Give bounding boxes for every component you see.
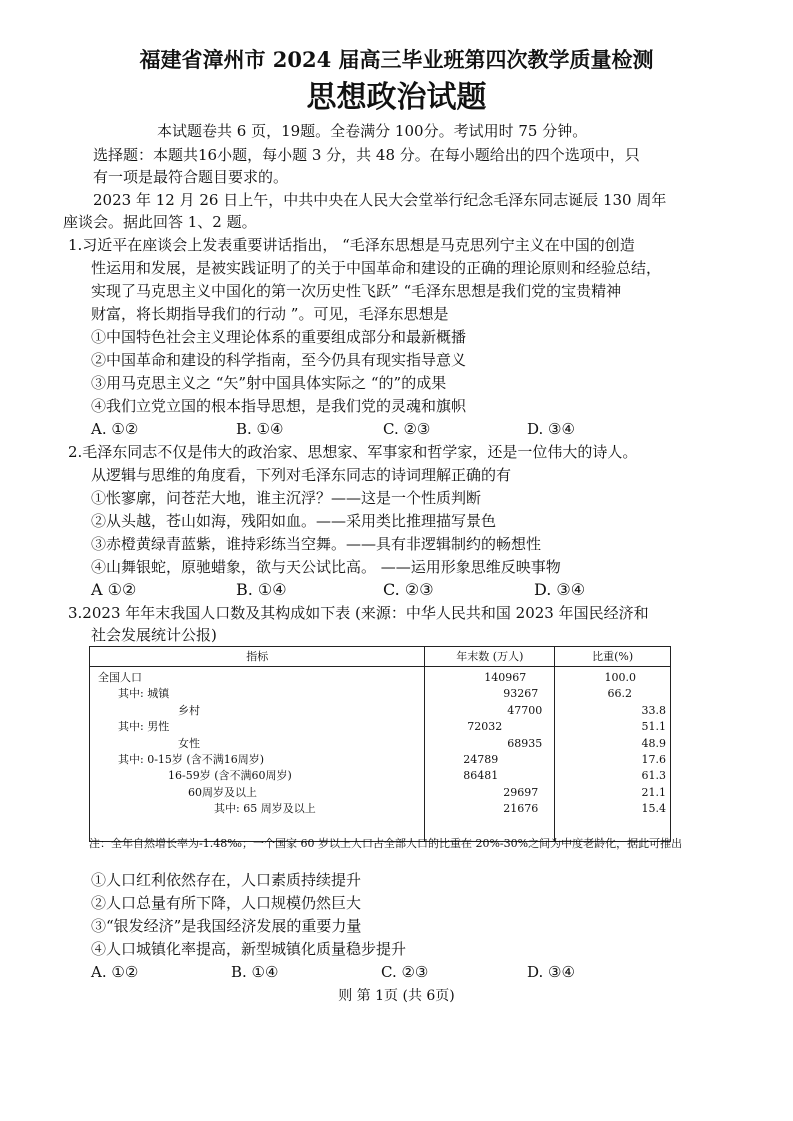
q3-option-c: C. ②③ — [381, 963, 429, 981]
q3-option-d: D. ③④ — [527, 963, 575, 981]
table-row-label: 其中: 0-15岁 (含不满16周岁) — [118, 752, 264, 766]
subject-title: 思想政治试题 — [306, 80, 487, 115]
table-row-pct: 51.1 — [641, 720, 666, 734]
table-note: 注：全年自然增长率为-1.48‰；一个国家 60 岁以上人口占全部人口的比重在 20%-30%之间为中度老龄化，据此可推出 — [89, 837, 683, 850]
q1-option-b: B. ①④ — [236, 420, 284, 438]
table-row-label: 60周岁及以上 — [188, 785, 257, 799]
exam-title: 福建省漳州市 2024 届高三毕业班第四次教学质量检测 — [139, 47, 654, 72]
q1-option-d: D. ③④ — [527, 420, 575, 438]
q1-item: ②中国革命和建设的科学指南，至今仍具有现实指导意义 — [91, 351, 467, 369]
table-row-count: 29697 — [503, 785, 539, 799]
intro-line: 2023 年 12 月 26 日上午，中共中央在人民大会堂举行纪念毛泽东同志诞辰 130 周年 — [93, 191, 667, 209]
population-table — [89, 646, 671, 842]
q3-item: ①人口红利依然存在，人口素质持续提升 — [91, 871, 362, 889]
table-row-pct: 61.3 — [641, 769, 666, 783]
q3-item: ④人口城镇化率提高，新型城镇化质量稳步提升 — [91, 940, 407, 958]
q2-item: ④山舞银蛇，原驰蜡象，欲与天公试比高。 ——运用形象思维反映事物 — [91, 558, 561, 576]
q1-stem-line: 实现了马克思主义中国化的第一次历史性飞跃” “毛泽东思想是我们党的宝贵精神 — [91, 282, 622, 300]
table-row-count: 68935 — [507, 736, 543, 750]
q2-stem-line: 2.毛泽东同志不仅是伟大的政治家、思想家、军事家和哲学家，还是一位伟大的诗人。 — [68, 443, 638, 461]
intro-line: 本试题卷共 6 页，19题。全卷满分 100分。考试用时 75 分钟。 — [157, 122, 588, 140]
percent-column — [555, 667, 671, 842]
table-row-pct: 21.1 — [641, 785, 666, 799]
table-header-row — [90, 647, 671, 667]
intro-line: 有一项是最符合题目要求的。 — [93, 168, 289, 186]
q2-stem-line: 从逻辑与思维的角度看，下列对毛泽东同志的诗词理解正确的有 — [91, 466, 512, 484]
q3-option-a: A. ①② — [91, 963, 139, 981]
q1-item: ④我们立党立国的根本指导思想，是我们党的灵魂和旗帜 — [91, 397, 467, 415]
table-row-count: 93267 — [503, 687, 539, 701]
table-row-pct: 100.0 — [604, 671, 636, 684]
page-footer: 则 第 1页 (共 6页) — [338, 988, 455, 1004]
q3-option-b: B. ①④ — [231, 963, 279, 981]
table-row-count: 72032 — [467, 720, 503, 734]
q1-item: ①中国特色社会主义理论体系的重要组成部分和最新概播 — [91, 328, 467, 346]
table-row-label: 女性 — [178, 736, 200, 750]
q1-option-c: C. ②③ — [383, 420, 431, 438]
table-row-label: 全国人口 — [98, 671, 142, 684]
table-row-pct: 33.8 — [641, 703, 666, 717]
q3-item: ③“银发经济”是我国经济发展的重要力量 — [91, 917, 362, 935]
q3-stem-line: 社会发展统计公报) — [91, 626, 217, 644]
q1-stem-line: 性运用和发展，是被实践证明了的关于中国革命和建设的正确的理论原则和经验总结， — [91, 259, 662, 277]
q2-option-d: D. ③④ — [534, 580, 586, 599]
table-row-pct: 17.6 — [641, 752, 666, 766]
count-column — [425, 667, 555, 842]
q2-item: ③赤橙黄绿青蓝紫，谁持彩练当空舞。——具有非逻辑制约的畅想性 — [91, 535, 542, 553]
q2-option-b: B. ①④ — [236, 580, 287, 599]
table-row-pct: 48.9 — [641, 736, 666, 750]
q1-stem-line: 1.习近平在座谈会上发表重要讲话指出， “毛泽东思想是马克思列宁主义在中国的创造 — [68, 236, 635, 254]
indicator-column — [90, 667, 425, 842]
table-header-cell: 年末数 (万人) — [425, 647, 555, 667]
table-row-label: 其中: 城镇 — [118, 687, 170, 701]
table-row-count: 140967 — [484, 671, 527, 684]
q2-item: ②从头越，苍山如海，残阳如血。——采用类比推理描写景色 — [91, 512, 497, 530]
q1-stem-line: 财富，将长期指导我们的行动 ”。可见，毛泽东思想是 — [91, 305, 449, 323]
table-row-count: 86481 — [463, 769, 499, 783]
table-row-label: 乡村 — [178, 703, 200, 717]
table-body-row — [90, 667, 671, 842]
q1-option-a: A. ①② — [91, 420, 139, 438]
q3-stem-line: 3.2023 年年末我国人口数及其构成如下表 (来源：中华人民共和国 2023 年国民经济和 — [68, 604, 649, 622]
q3-item: ②人口总量有所下降，人口规模仍然巨大 — [91, 894, 362, 912]
table-row-label: 其中: 男性 — [118, 720, 170, 734]
table-row-pct: 66.2 — [607, 687, 632, 701]
table-row-label: 其中: 65 周岁及以上 — [214, 802, 316, 816]
table-row-label: 16-59岁 (含不满60周岁) — [168, 769, 292, 783]
intro-line: 选择题：本题共16小题，每小题 3 分，共 48 分。在每小题给出的四个选项中，只 — [93, 146, 640, 164]
intro-line: 座谈会。据此回答 1、2 题。 — [63, 213, 257, 231]
table-row-count: 24789 — [463, 752, 499, 766]
q2-item: ①怅寥廓，问苍茫大地，谁主沉浮？——这是一个性质判断 — [91, 489, 482, 507]
table-row-count: 47700 — [507, 703, 543, 717]
q2-option-c: C. ②③ — [383, 580, 434, 599]
q2-option-a: A ①② — [91, 580, 137, 599]
q1-item: ③用马克思主义之 “矢”射中国具体实际之 “的”的成果 — [91, 374, 447, 392]
table-header-cell: 指标 — [90, 647, 425, 667]
table-row-pct: 15.4 — [641, 802, 666, 816]
table-header-cell: 比重(%) — [555, 647, 671, 667]
table-row-count: 21676 — [503, 802, 539, 816]
